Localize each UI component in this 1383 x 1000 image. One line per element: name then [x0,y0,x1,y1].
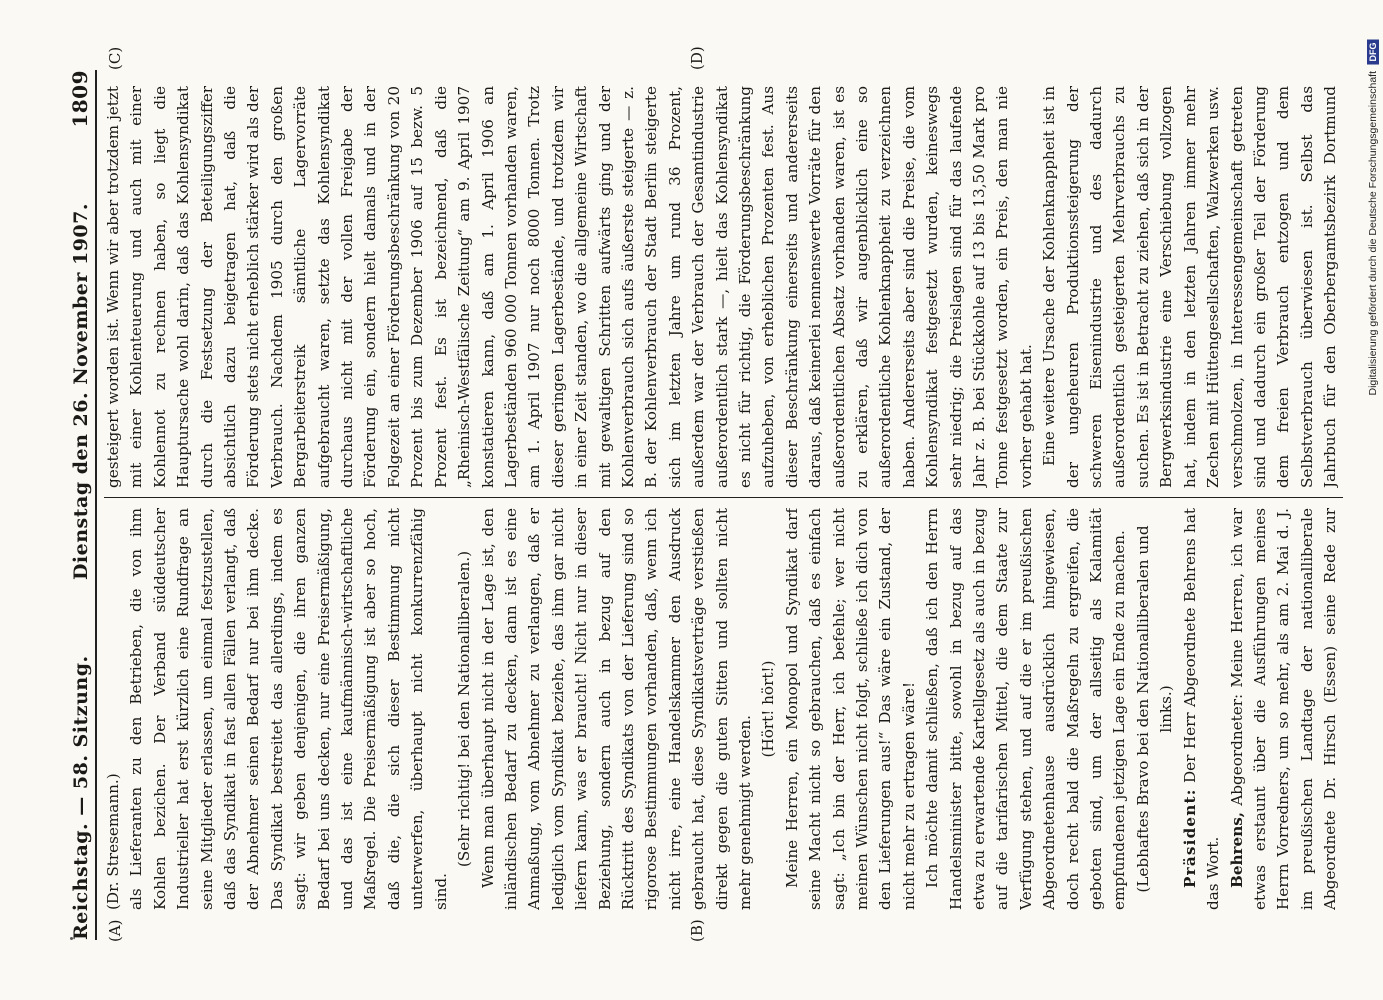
interjection: (Lebhaftes Bravo bei den Nationalliberalen und links.) [1133,525,1176,893]
president-remark [1179,508,1226,910]
interjection: (Hört! hört!) [759,660,778,758]
speaker-label: Präsident: [1180,788,1199,888]
paragraph: Eine weitere Ursache der Kohlenknappheit ist in der ungeheuren Produktionssteigerung der schweren Eisenindustrie und des dadurch außerordentlich gesteigerten Mehrverbrauchs zu suchen. Es ist in Betracht zu ziehen, daß sich in der Bergwerksindustrie eine Verschiebung vollzogen hat, indem in den letzten Jahren immer mehr Zechen mit Hüttengesellschaften, Walzwerken usw. verschmolzen, in Interessengemeinschaft getreten sind und dadurch ein großer Teil der Förderung dem freien Verbrauch entzogen und dem Selbstverbrauch überwiesen ist. Selbst das Jahrbuch für den Oberbergamtsbezirk Dortmund [1040,86,1340,488]
credit-text: Digitalisierung gefördert durch die Deutsche Forschungsgemeinschaft [1367,71,1379,396]
column-divider [104,497,1343,498]
margin-letter-c: (C) [106,46,124,70]
header-date: Dienstag den 26. November 1907. [70,203,92,581]
margin-letter-d: (D) [688,46,706,70]
speech-start [1226,508,1344,910]
speaker-continued: (Dr. Stresemann.) [104,773,122,910]
running-header [58,70,97,940]
president-text: Der Herr Abgeordnete Behrens hat das Wort. [1180,508,1223,910]
left-column [102,508,1343,910]
paragraph: gesteigert worden ist. Wenn wir aber trotzdem jetzt mit einer Kohlenteuerung und auch mit einer Kohlennot zu rechnen haben, so liegt die Hauptursache wohl darin, daß das Kohlensyndikat durch die Festsetzung der Beteiligungsziffer absichtlich dazu beigetragen hat, daß die Förderung stets nicht erheblich stärker wird als der Verbrauch. Nachdem 1905 durch den großen Bergarbeiterstreik sämtliche Lagervorräte aufgebraucht waren, setzte das Kohlensyndikat durchaus nicht mit der vollen Freigabe der Förderung ein, sondern hielt damals und in der Folgezeit an einer Förderungsbeschränkung von 20 Prozent bis zum Dezember 1906 auf 15 bezw. 5 Prozent fest. Es ist bezeichnend, daß die „Rheinisch-Westfälische Zeitung“ am 9. April 1907 konstatieren kann, daß am 1. April 1906 an Lagerbeständen 960 000 Tonnen vorhanden waren, am 1. April 1907 nur noch 8000 Tonnen. Trotz dieser geringen Lagerbestände, und trotzdem wir in einer Zeit standen, wo die allgemeine Wirtschaft mit gewaltigen Schritten aufwärts ging und der Kohlenverbrauch sich aufs äußerste steigerte — z. B. der Kohlenverbrauch der Stadt Berlin steigerte sich im letzten Jahre um rund 36 Prozent, außerdem war der Verbrauch der Gesamtindustrie außerordentlich stark —, hielt das Kohlensyndikat es nicht für richtig, die Förderungsbeschränkung aufzuheben, von erheblichen Prozenten fest. Aus dieser Beschränkung einerseits und andererseits daraus, daß keinerlei nennenswerte Vorräte für den außerordentlichen Absatz vorhanden waren, ist es zu erklären, daß wir augenblicklich eine so außerordentliche Kohlenknappheit zu verzeichnen haben. Andererseits aber sind die Preise, die vom Kohlensyndikat festgesetzt wurden, keineswegs sehr niedrig; die Preislagen sind für das laufende Jahr z. B. bei Stückkohle auf 13 bis 13,50 Mark pro Tonne festgesetzt worden, ein Preis, den man nie vorher gehabt hat. [104,86,1035,488]
margin-letter-a: (A) [106,919,124,942]
paragraph: Meine Herren, ein Monopol und Syndikat darf seine Macht nicht so gebrauchen, daß es einfach sagt: „Ich bin der Herr, ich befehle; wer nicht meinen Wünschen nicht folgt, schließe ich dich von den Lieferungen aus!“ Das wäre ein Zustand, der nicht mehr zu ertragen wäre! [782,508,918,910]
paragraph: als Lieferanten zu den Betrieben, die von ihm Kohlen bezichen. Der Verband süddeutscher Industrieller hat erst kürzlich eine Rundfrage an seine Mitglieder erlassen, um einmal festzustellen, daß das Syndikat in fast allen Fällen verlangt, daß der Abnehmer seinen Bedarf nur bei ihm decke. Das Syndikat bestreitet das allerdings, indem es sagt: wir geben denjenigen, die ihren ganzen Bedarf bei uns decken, nur eine Preisermäßigung, und das ist eine kaufmännisch-wirtschaftliche Maßregel. Die Preisermäßigung ist aber so hoch, daß die, die sich dieser Bestimmung nicht unterwerfen, überhaupt nicht konkurrenzfähig sind. [127,508,450,910]
interjection: (Sehr richtig! bei den Nationalliberalen.) [455,550,474,868]
speech-text: Abgeordneter: Meine Herren, ich war etwas erstaunt über die Ausführungen meines Herrn Vorredners, um so mehr, als am 2. Mai d. J. im preußischen Landtage der nationalliberale Abgeordnete Dr. Hirsch (Essen) seine Rede zur [1227,508,1340,910]
header-left: Reichstag. — 58. Sitzung. [70,655,92,940]
digitization-credit [1367,40,1379,396]
right-column [102,86,1343,488]
paragraph: Wenn man überhaupt nicht in der Lage ist, den inländischen Bedarf zu decken, dann ist es eine Anmaßung, vom Abnehmer zu verlangen, daß er lediglich vom Syndikat beziehe, das ihm gar nicht liefern kann, was er braucht! Nicht nur in dieser Beziehung, sondern auch in bezug auf den Rücktritt des Syndikats von der Lieferung sind so rigorose Bestimmungen vorhanden, daß, wenn ich nicht irre, eine Handelskammer den Ausdruck gebraucht hat, diese Syndikatsverträge verstießen direkt gegen die guten Sitten und sollten nicht mehr genehmigt werden. [478,508,754,910]
paragraph: Ich möchte damit schließen, daß ich den Herrn Handelsminister bitte, sowohl in bezug auf das etwa zu erwartende Kartellgesetz als auch in bezug auf die tarifarischen Mittel, die dem Staate zur Verfügung stehen, und auf die er im preußischen Abgeordnetenhause ausdrücklich hingewiesen, doch recht bald die Maßregeln zu ergreifen, die geboten sind, um der allseitig als Kalamität empfundenen jetzigen Lage ein Ende zu machen. [923,508,1129,910]
margin-letter-b: (B) [688,919,706,942]
speaker-label: Behrens, [1227,811,1246,888]
page-number: 1809 [68,70,92,128]
dfg-logo: DFG [1367,40,1379,65]
